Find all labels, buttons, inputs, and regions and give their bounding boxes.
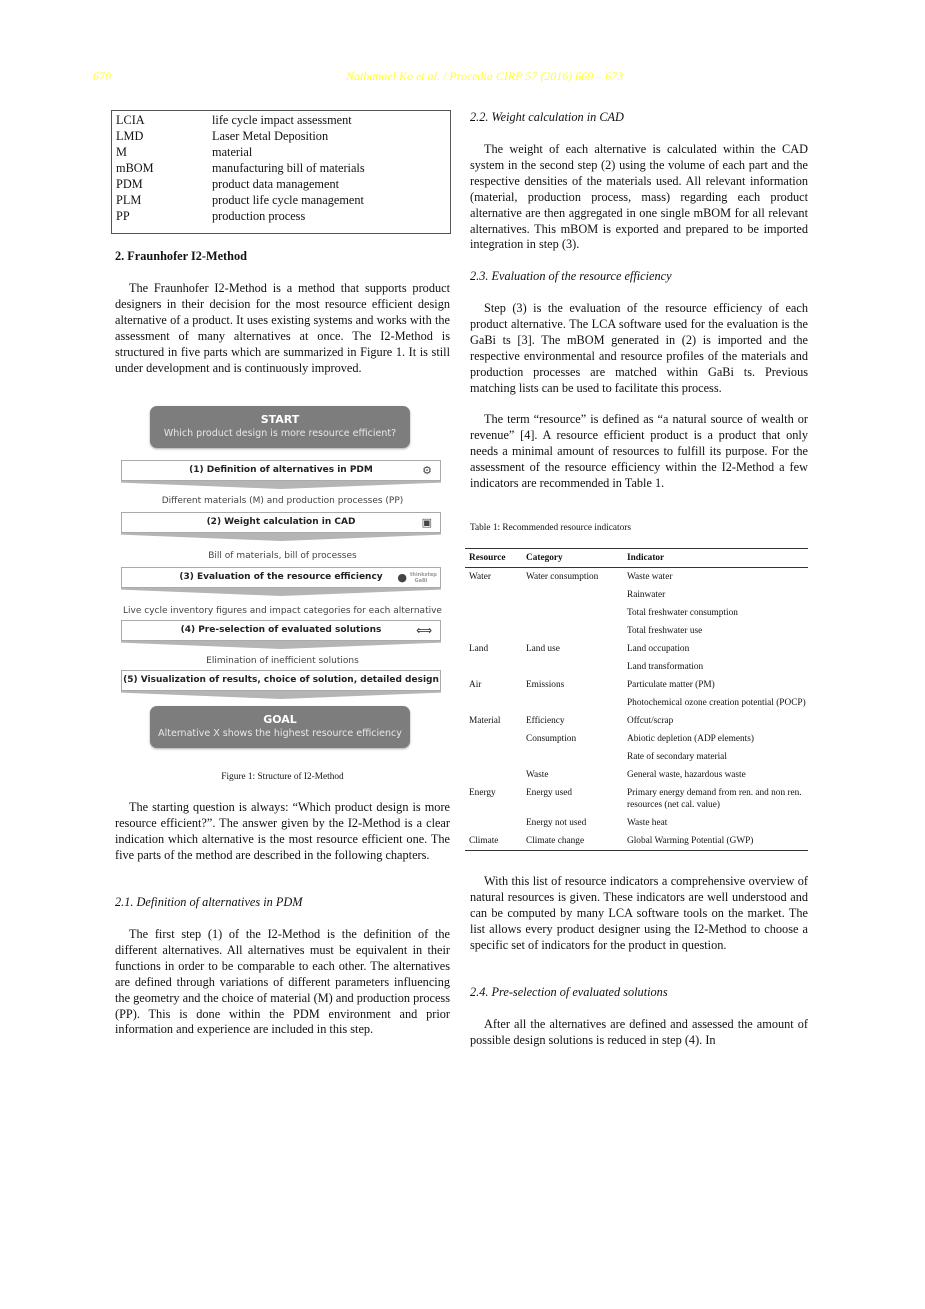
abbreviation-meaning: product data management [212, 177, 340, 191]
gears-icon: ⚙ [422, 464, 432, 477]
table-cell: Waste heat [627, 818, 668, 828]
table-cell: Air [469, 680, 482, 690]
table-cell: Abiotic depletion (ADP elements) [627, 734, 754, 744]
table-cell: Land [469, 644, 489, 654]
table-cell: Land occupation [627, 644, 690, 654]
flow-arrow [121, 641, 441, 649]
flow-arrow [121, 588, 441, 596]
table-cell: Water [469, 572, 491, 582]
paragraph: The starting question is always: “Which product design is more resource efficient?”. The answer given by the I2-Method is a clear indication which alternative is the most resource efficient one. The five parts of the method are described in the following chapters. [115, 800, 450, 862]
table-cell: Efficiency [526, 716, 565, 726]
start-subtitle: Which product design is more resource efficient? [163, 428, 397, 439]
gabi-logo-text: thinkstep GaBi [410, 572, 437, 584]
table-cell: Global Warming Potential (GWP) [627, 836, 754, 846]
table-cell [526, 658, 627, 676]
table-cell: Primary energy demand from ren. and non ren. resources (net cal. value) [627, 788, 802, 810]
abbreviation: LCIA [116, 113, 145, 127]
abbreviation-meaning: material [212, 145, 253, 159]
page-number: 670 [93, 69, 111, 83]
arrows-icon: ⟺ [416, 624, 432, 637]
paragraph: The first step (1) of the I2-Method is the definition of the different alternatives. All alternatives must be equivalent in their functions in order to be comparable to each other. The alternatives are defined through variations of different parameters influencing the geometry and the choice of material (M) and production process (PP). This is done within the PDM environment and prior information and experience are included in this step. [115, 927, 450, 1037]
table-cell [465, 814, 526, 832]
abbreviation-meaning: product life cycle management [212, 193, 364, 207]
paragraph: After all the alternatives are defined and assessed the amount of possible design solutions is reduced in step (4). In [470, 1017, 808, 1047]
table-row [465, 694, 808, 712]
paragraph: The Fraunhofer I2-Method is a method that supports product designers in their decision for the most resource efficient design alternative of a product. It uses existing systems and works with the assessment of many alternatives at once. The I2-Method is structured in five parts which are summarized in Figure 1. It is still under development and is continuously improved. [115, 281, 450, 375]
method-step-3 [121, 567, 441, 588]
table-cell: Land transformation [627, 662, 704, 672]
abbreviation: M [116, 145, 127, 159]
table-cell: Photochemical ozone creation potential (POCP) [627, 698, 806, 708]
flow-label: Different materials (M) and production processes (PP) [161, 496, 404, 506]
cad-icon: ▣ [421, 516, 432, 529]
flow-label: Elimination of inefficient solutions [206, 656, 359, 666]
paragraph: With this list of resource indicators a comprehensive overview of natural resources is given. These indicators are well understood and can be computed by many LCA software tools on the market. The list allows every product designer using the I2-Method to choose a specific set of indicators for the product in question. [470, 874, 808, 952]
table-row [465, 658, 808, 676]
table-cell: Particulate matter (PM) [627, 680, 715, 690]
abbreviation-meaning: Laser Metal Deposition [212, 129, 329, 143]
step-label: (1) Definition of alternatives in PDM [189, 465, 373, 475]
table-cell [526, 622, 627, 640]
table-cell [526, 604, 627, 622]
step-label: (3) Evaluation of the resource efficiency [179, 572, 383, 582]
abbreviation-meaning: manufacturing bill of materials [212, 161, 365, 175]
subsection-heading: 2.2. Weight calculation in CAD [470, 110, 624, 124]
paragraph: The weight of each alternative is calculated within the CAD system in the second step (2) using the volume of each part and the respective densities of the materials used. All relevant information (material, production process, mass) regarding each product alternative are then aggregated in one single mBOM for all relevant alternatives. This mBOM is exported and prepared to be imported integration in step (3). [470, 142, 808, 252]
table-cell: Energy used [526, 788, 573, 798]
table-cell: Water consumption [526, 572, 599, 582]
gabi-logo-icon: ● thinkstep GaBi [397, 571, 437, 584]
resource-indicators-table [465, 548, 808, 851]
method-step-5 [121, 670, 441, 691]
column-header: Resource [469, 553, 506, 563]
table-cell [465, 604, 526, 622]
table-cell [465, 748, 526, 766]
table-cell: Energy not used [526, 818, 587, 828]
table-row [465, 730, 808, 748]
table-cell: Waste [526, 770, 549, 780]
section-heading: 2. Fraunhofer I2-Method [115, 249, 247, 263]
goal-box [150, 706, 410, 748]
method-step-1 [121, 460, 441, 481]
goal-subtitle: Alternative X shows the highest resource efficiency [158, 728, 402, 739]
table-cell: Material [469, 716, 501, 726]
step-label: (2) Weight calculation in CAD [206, 517, 356, 527]
table-row [465, 640, 808, 658]
table-cell: Offcut/scrap [627, 716, 674, 726]
flow-arrow [121, 533, 441, 541]
table-row [465, 784, 808, 814]
running-title: Nathanael Ko et al. / Procedia CIRP 57 (2016) 669 – 673 [346, 69, 624, 83]
table-cell [465, 766, 526, 784]
paragraph: Step (3) is the evaluation of the resource efficiency of each product alternative. The LCA software used for the evaluation is the GaBi ts [3]. The mBOM generated in (2) is imported and the respective environmental and resource profiles of the materials and production processes are matched within GaBi ts. Previous matching lists can be used to facilitate this process. [470, 301, 808, 395]
table-cell [465, 586, 526, 604]
table-row [465, 676, 808, 694]
abbreviation: PP [116, 209, 130, 223]
goal-title: GOAL [263, 713, 297, 726]
figure-caption: Figure 1: Structure of I2-Method [221, 772, 344, 782]
table-cell: Total freshwater use [627, 626, 703, 636]
table-row [465, 748, 808, 766]
flow-arrow [121, 691, 441, 699]
subsection-heading: 2.4. Pre-selection of evaluated solutions [470, 985, 668, 999]
table-cell [526, 586, 627, 604]
subsection-heading: 2.3. Evaluation of the resource efficiency [470, 269, 672, 283]
abbreviation-meaning: life cycle impact assessment [212, 113, 352, 127]
abbreviation-meaning: production process [212, 209, 306, 223]
abbreviation: PLM [116, 193, 142, 207]
table-row [465, 832, 808, 851]
table-cell: Waste water [627, 572, 673, 582]
table-cell [526, 748, 627, 766]
table-cell: Land use [526, 644, 560, 654]
column-header: Category [526, 553, 563, 563]
abbreviation: mBOM [116, 161, 154, 175]
table-row [465, 622, 808, 640]
abbreviation: PDM [116, 177, 143, 191]
table-cell: Energy [469, 788, 496, 798]
step-label: (4) Pre-selection of evaluated solutions [180, 625, 382, 635]
abbreviation: LMD [116, 129, 144, 143]
table-row [465, 586, 808, 604]
table-cell: Consumption [526, 734, 577, 744]
paragraph: The term “resource” is defined as “a natural source of wealth or revenue” [4]. A resource efficient product is a product that only needs a minimal amount of resources to fulfill its purpose. For the assessment of the resource efficiency within the I2-Method a few indicators are recommended in Table 1. [470, 412, 808, 490]
table-cell: Climate [469, 836, 499, 846]
table-cell [465, 730, 526, 748]
subsection-heading: 2.1. Definition of alternatives in PDM [115, 895, 303, 909]
table-cell [465, 622, 526, 640]
table-cell: Total freshwater consumption [627, 608, 738, 618]
flow-label: Bill of materials, bill of processes [208, 551, 357, 561]
table-row [465, 712, 808, 730]
table-cell: General waste, hazardous waste [627, 770, 746, 780]
flow-label: Live cycle inventory figures and impact categories for each alternative [123, 606, 442, 616]
table-row [465, 766, 808, 784]
method-step-2 [121, 512, 441, 533]
table-row [465, 568, 808, 587]
table-caption: Table 1: Recommended resource indicators [470, 523, 631, 533]
table-cell: Rate of secondary material [627, 752, 727, 762]
table-cell: Rainwater [627, 590, 666, 600]
flow-arrow [121, 481, 441, 489]
table-row [465, 604, 808, 622]
table-row [465, 814, 808, 832]
start-title: START [260, 413, 300, 426]
start-box [150, 406, 410, 448]
column-header: Indicator [627, 553, 665, 563]
abbreviations-box [111, 110, 451, 234]
method-step-4 [121, 620, 441, 641]
table-cell [465, 658, 526, 676]
table-cell [526, 694, 627, 712]
step-label: (5) Visualization of results, choice of solution, detailed design [123, 675, 439, 685]
table-cell [465, 694, 526, 712]
table-cell: Climate change [526, 836, 585, 846]
table-cell: Emissions [526, 680, 565, 690]
